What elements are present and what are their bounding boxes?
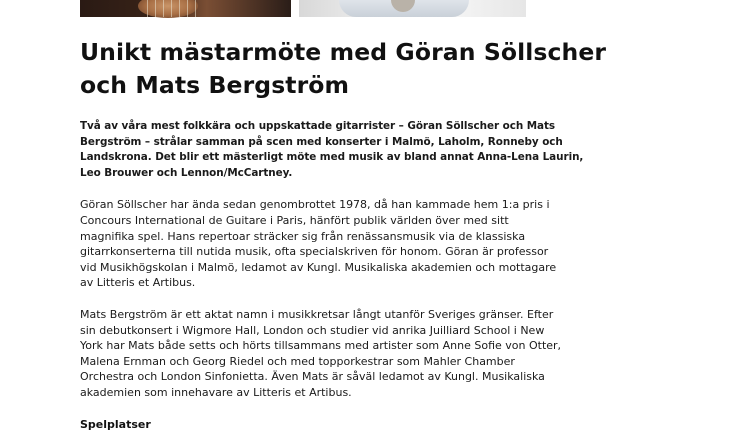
paragraph-mats [80, 307, 660, 401]
lead-line: Leo Brouwer och Lennon/McCartney. [80, 167, 292, 179]
header-photos [80, 0, 530, 17]
paragraph-line: av Litteris et Artibus. [80, 276, 195, 289]
photo-guitarist-mats [299, 0, 526, 17]
title-line-2: och Mats Bergström [80, 71, 349, 99]
paragraph-line: Orchestra och London Sinfonietta. Även Mats är såväl ledamot av Kungl. Musikaliska [80, 370, 545, 383]
paragraph-line: Concours International de Guitare i Paris, hänfört publik världen över med sitt [80, 214, 509, 227]
lead-paragraph [80, 119, 660, 181]
paragraph-goran [80, 197, 660, 291]
photo-guitarist-goran [80, 0, 291, 17]
paragraph-line: Mats Bergström är ett aktat namn i musikkretsar långt utanför Sveriges gränser. Efter [80, 308, 553, 321]
paragraph-line: akademien som innehavare av Litteris et Artibus. [80, 386, 352, 399]
paragraph-line: vid Musikhögskolan i Malmö, ledamot av Kungl. Musikaliska akademien och mottagare [80, 261, 556, 274]
article-body [80, 36, 660, 432]
paragraph-line: sin debutkonsert i Wigmore Hall, London och studier vid anrika Juilliard School i New [80, 324, 544, 337]
guitar-strings-shape [140, 0, 200, 17]
article-title [80, 36, 660, 102]
paragraph-line: gitarrkonserterna till nutida musik, ofta specialskriven för honom. Göran är professor [80, 245, 548, 258]
paragraph-line: magnifika spel. Hans repertoar sträcker sig från renässansmusik via de klassiska [80, 230, 525, 243]
section-heading-venues: Spelplatser [80, 417, 660, 432]
lead-line: Två av våra mest folkkära och uppskattade gitarrister – Göran Söllscher och Mats [80, 120, 555, 132]
paragraph-line: Göran Söllscher har ända sedan genombrottet 1978, då han kammade hem 1:a pris i [80, 198, 550, 211]
lead-line: Bergström – strålar samman på scen med konserter i Malmö, Laholm, Ronneby och [80, 136, 563, 148]
title-line-1: Unikt mästarmöte med Göran Söllscher [80, 38, 606, 66]
lead-line: Landskrona. Det blir ett mästerligt möte med musik av bland annat Anna-Lena Laurin, [80, 151, 583, 163]
paragraph-line: Malena Ernman och Georg Riedel och med topporkestrar som Mahler Chamber [80, 355, 515, 368]
paragraph-line: York har Mats både setts och hörts tillsammans med artister som Anne Sofie von Otter, [80, 339, 561, 352]
